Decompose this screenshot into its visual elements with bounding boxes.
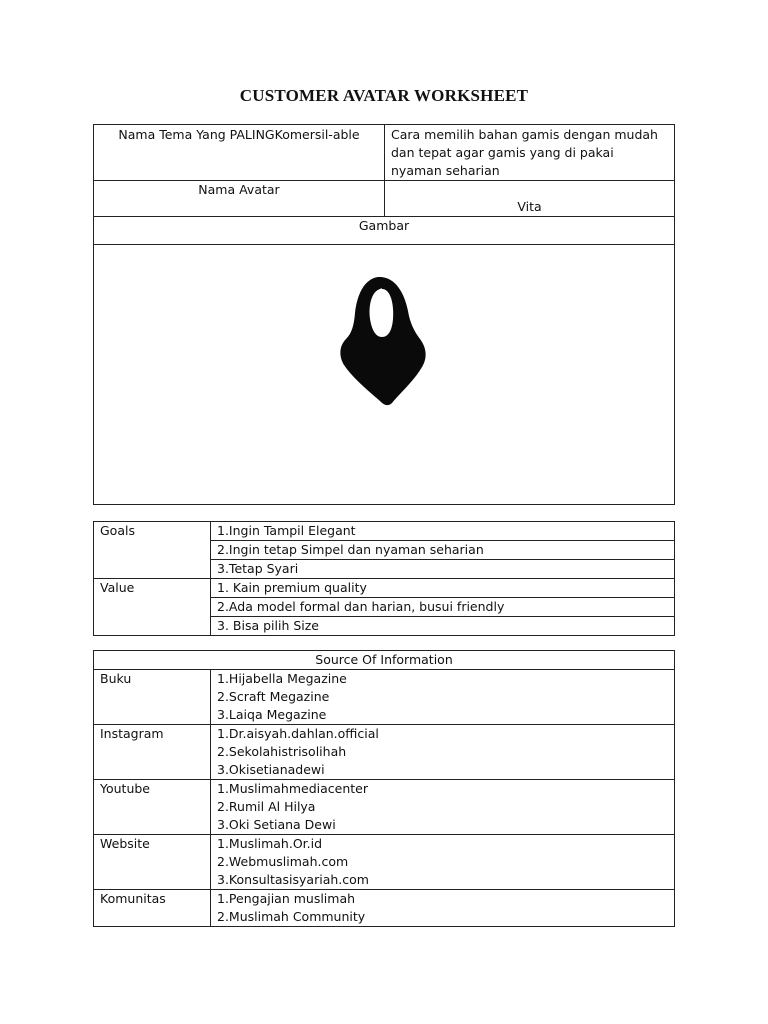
- source-item: 2.Muslimah Community: [217, 909, 366, 924]
- image-row: [94, 245, 675, 505]
- source-item: 1.Muslimah.Or.id: [217, 836, 323, 851]
- source-item: 1.Dr.aisyah.dahlan.official: [217, 726, 379, 741]
- goals-row: [94, 522, 675, 541]
- source-item: 3.Okisetianadewi: [217, 762, 325, 777]
- source-label: Buku: [94, 670, 211, 725]
- source-label: Instagram: [94, 725, 211, 780]
- source-row-buku: [94, 670, 675, 725]
- value-item: 2.Ada model formal dan harian, busui friendly: [211, 598, 675, 617]
- goal-item: 1.Ingin Tampil Elegant: [211, 522, 675, 541]
- value-item: 3. Bisa pilih Size: [211, 617, 675, 636]
- source-item: 1.Hijabella Megazine: [217, 671, 347, 686]
- source-row-website: [94, 835, 675, 890]
- hijab-silhouette-icon: [330, 273, 440, 408]
- theme-value: Cara memilih bahan gamis dengan mudah dan tepat agar gamis yang di pakai nyaman seharian: [385, 125, 675, 181]
- value-row: [94, 579, 675, 598]
- goals-values-table: [93, 521, 675, 636]
- goal-item: 3.Tetap Syari: [211, 560, 675, 579]
- source-item: 3.Laiqa Megazine: [217, 707, 327, 722]
- source-item: 2.Rumil Al Hilya: [217, 799, 316, 814]
- theme-row: [94, 125, 675, 181]
- source-item: 2.Scraft Megazine: [217, 689, 330, 704]
- source-row-komunitas: [94, 890, 675, 927]
- source-row-instagram: [94, 725, 675, 780]
- source-item: 2.Webmuslimah.com: [217, 854, 349, 869]
- goal-item: 2.Ingin tetap Simpel dan nyaman seharian: [211, 541, 675, 560]
- sources-header-row: [94, 651, 675, 670]
- source-label: Komunitas: [94, 890, 211, 927]
- value-item: 1. Kain premium quality: [211, 579, 675, 598]
- source-item: 1.Pengajian muslimah: [217, 891, 356, 906]
- source-label: Website: [94, 835, 211, 890]
- page-title: CUSTOMER AVATAR WORKSHEET: [239, 86, 529, 105]
- image-label-row: [94, 217, 675, 245]
- source-label: Youtube: [94, 780, 211, 835]
- source-item: 3.Oki Setiana Dewi: [217, 817, 336, 832]
- theme-label: Nama Tema Yang PALINGKomersil-able: [94, 125, 385, 181]
- source-row-youtube: [94, 780, 675, 835]
- profile-table: [93, 124, 675, 505]
- avatar-value: Vita: [385, 181, 675, 217]
- sources-table: [93, 650, 675, 927]
- image-cell: [94, 245, 675, 505]
- sources-header: Source Of Information: [94, 651, 675, 670]
- avatar-row: [94, 181, 675, 217]
- source-item: 2.Sekolahistrisolihah: [217, 744, 347, 759]
- image-label: Gambar: [94, 217, 675, 245]
- source-item: 1.Muslimahmediacenter: [217, 781, 369, 796]
- avatar-label: Nama Avatar: [94, 181, 385, 217]
- value-label: Value: [94, 579, 211, 636]
- source-item: 3.Konsultasisyariah.com: [217, 872, 369, 887]
- goals-label: Goals: [94, 522, 211, 579]
